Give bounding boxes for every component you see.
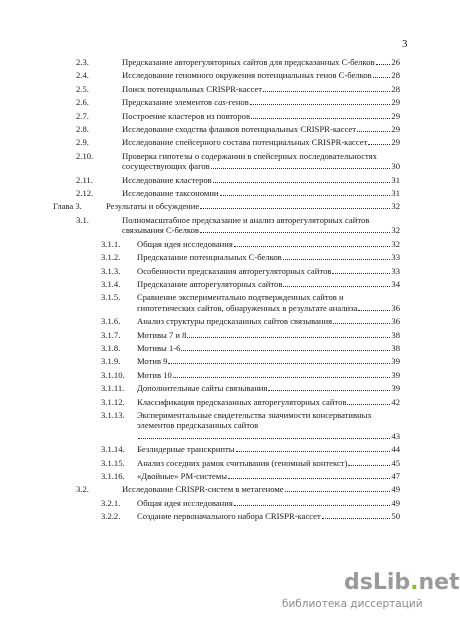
toc-entry-title-line: Экспериментальные свидетельства значимости консервативных bbox=[137, 409, 372, 420]
toc-entry-number: 2.8. bbox=[76, 124, 89, 135]
toc-entry[interactable] bbox=[0, 188, 450, 198]
toc-entry[interactable] bbox=[0, 215, 450, 236]
toc-entry-number: 3.1.3. bbox=[101, 265, 121, 276]
toc-entry-number: 3.1.5. bbox=[101, 292, 121, 303]
toc-leader-dots bbox=[332, 273, 390, 274]
toc-entry-number: 3.1.2. bbox=[101, 252, 121, 263]
toc-leader-dots bbox=[347, 404, 390, 405]
toc-leader-dots bbox=[181, 350, 390, 351]
toc-entry-title: Поиск потенциальных CRISPR-кассет bbox=[122, 83, 262, 94]
toc-entry-page: 33 bbox=[391, 265, 400, 276]
toc-entry-page: 32 bbox=[391, 238, 400, 249]
toc-entry-page: 38 bbox=[391, 329, 400, 340]
toc-leader-dots bbox=[348, 465, 390, 466]
toc-leader-dots bbox=[187, 337, 390, 338]
toc-entry-title: Мотивы 7 и 8 bbox=[137, 329, 187, 340]
toc-entry-number: 3.1.6. bbox=[101, 316, 121, 327]
toc-entry[interactable] bbox=[0, 484, 450, 494]
toc-leader-dots bbox=[228, 478, 390, 479]
toc-entry-number: 3.1.16. bbox=[101, 471, 125, 481]
toc-entry[interactable] bbox=[0, 111, 450, 121]
toc-entry-number: 3.1.12. bbox=[101, 396, 125, 407]
toc-entry-number: 2.11. bbox=[76, 174, 93, 185]
toc-entry-page: 28 bbox=[391, 83, 400, 94]
toc-entry[interactable] bbox=[0, 370, 450, 380]
toc-entry[interactable] bbox=[0, 343, 450, 353]
toc-entry[interactable] bbox=[0, 356, 450, 366]
toc-entry-page: 32 bbox=[391, 225, 400, 236]
toc-entry[interactable] bbox=[0, 330, 450, 340]
toc-entry-title: Классификация предсказанных авторегуляторных сайтов bbox=[137, 396, 347, 407]
toc-entry-number: 2.3. bbox=[76, 57, 89, 67]
toc-entry-number: Глава 3. bbox=[53, 201, 82, 212]
toc-leader-dots bbox=[200, 208, 390, 209]
toc-entry-title: Предсказание авторегуляторных сайтов для предсказанных С-белков bbox=[122, 57, 375, 67]
logo-tld: net bbox=[418, 570, 460, 595]
toc-entry-number: 2.10. bbox=[76, 150, 94, 161]
toc-entry-page: 45 bbox=[391, 457, 400, 468]
toc-entry[interactable] bbox=[0, 137, 450, 147]
table-of-contents bbox=[0, 57, 450, 525]
toc-entry-number: 2.6. bbox=[76, 97, 89, 108]
toc-entry-title-line: Сравнение экспериментально подтвержденных сайтов и bbox=[137, 292, 344, 303]
toc-entry-number: 3.2. bbox=[76, 484, 89, 495]
toc-entry-page: 34 bbox=[391, 278, 400, 289]
toc-entry-page: 29 bbox=[391, 97, 400, 108]
toc-entry-title: Общая идея исследования bbox=[137, 497, 233, 508]
toc-entry-title: Мотив 9 bbox=[137, 356, 168, 367]
toc-entry-title: Безлидерные транскрипты bbox=[137, 444, 235, 455]
toc-entry[interactable] bbox=[0, 444, 450, 454]
toc-leader-dots bbox=[358, 310, 390, 311]
toc-entry[interactable] bbox=[0, 292, 450, 313]
toc-entry-page: 49 bbox=[391, 497, 400, 508]
toc-entry-title-line: Полномасштабное предсказание и анализ авторегуляторных сайтов bbox=[122, 214, 370, 225]
toc-entry-title: Особенности предсказания авторегуляторных сайтов bbox=[137, 265, 332, 276]
toc-entry-title: Общая идея исследования bbox=[137, 238, 233, 249]
toc-entry-page: 29 bbox=[391, 124, 400, 135]
toc-entry-page: 39 bbox=[391, 383, 400, 394]
toc-entry-page: 26 bbox=[391, 57, 400, 67]
toc-entry[interactable] bbox=[0, 498, 450, 508]
toc-entry-number: 3.1.7. bbox=[101, 329, 121, 340]
toc-entry[interactable] bbox=[0, 57, 450, 67]
toc-entry-title: Анализ соседних рамок считывания (геномный контекст) bbox=[137, 457, 348, 468]
toc-entry-number: 2.5. bbox=[76, 83, 89, 94]
toc-entry-number: 3.1.8. bbox=[101, 342, 121, 353]
logo-dot: . bbox=[410, 570, 419, 595]
toc-leader-dots bbox=[283, 286, 390, 287]
logo-main-text: dsLib bbox=[344, 570, 411, 595]
page-number: 3 bbox=[402, 38, 408, 50]
toc-entry[interactable] bbox=[0, 151, 450, 172]
toc-entry-title: Исследование сходства фланков потенциальных CRISPR-кассет bbox=[122, 124, 356, 135]
toc-leader-dots bbox=[357, 131, 390, 132]
toc-entry[interactable] bbox=[0, 252, 450, 262]
toc-leader-dots bbox=[213, 182, 391, 183]
toc-entry[interactable] bbox=[0, 471, 450, 481]
toc-leader-dots bbox=[138, 438, 390, 439]
toc-entry-title: «Двойные» РМ-системы bbox=[137, 471, 227, 481]
toc-entry[interactable] bbox=[0, 201, 450, 211]
toc-entry-title: Дополнительные сайты связывания bbox=[137, 383, 268, 394]
toc-entry-page: 47 bbox=[391, 471, 400, 481]
toc-entry-page: 30 bbox=[391, 161, 400, 172]
toc-entry-title: Исследование кластеров bbox=[122, 174, 212, 185]
toc-entry-page: 32 bbox=[391, 201, 400, 212]
toc-leader-dots bbox=[373, 77, 391, 78]
toc-leader-dots bbox=[234, 505, 391, 506]
toc-entry-title: Мотив 10 bbox=[137, 369, 172, 380]
toc-entry-title: Создание первоначального набора CRISPR-кассет bbox=[137, 511, 321, 522]
toc-entry-number: 2.4. bbox=[76, 70, 89, 81]
toc-entry-page: 29 bbox=[391, 137, 400, 148]
toc-entry-number: 2.7. bbox=[76, 110, 89, 121]
toc-leader-dots bbox=[200, 232, 390, 233]
toc-entry-title: Мотивы 1-6 bbox=[137, 342, 181, 353]
toc-entry-title: Предсказание авторегуляторных сайтов bbox=[137, 278, 283, 289]
toc-entry-title: Исследование геномного окружения потенциальных генов С-белков bbox=[122, 70, 372, 81]
toc-entry-title: Предсказание потенциальных С-белков bbox=[137, 252, 282, 263]
toc-leader-dots bbox=[250, 104, 391, 105]
toc-leader-dots bbox=[168, 363, 390, 364]
toc-entry[interactable] bbox=[0, 279, 450, 289]
toc-entry-page: 31 bbox=[391, 188, 400, 199]
toc-entry[interactable] bbox=[0, 316, 450, 326]
toc-leader-dots bbox=[173, 377, 391, 378]
watermark-logo[interactable] bbox=[282, 570, 460, 610]
toc-entry-number: 3.2.1. bbox=[101, 497, 121, 508]
toc-entry-title: Исследование таксономии bbox=[122, 188, 219, 199]
toc-entry[interactable] bbox=[0, 410, 450, 441]
toc-leader-dots bbox=[251, 118, 390, 119]
toc-leader-dots bbox=[283, 259, 391, 260]
toc-entry-page: 39 bbox=[391, 369, 400, 380]
toc-entry-page: 29 bbox=[391, 110, 400, 121]
toc-entry-page: 28 bbox=[391, 70, 400, 81]
toc-entry-page: 33 bbox=[391, 252, 400, 263]
toc-entry-number: 2.12. bbox=[76, 188, 94, 199]
toc-entry[interactable] bbox=[0, 84, 450, 94]
toc-leader-dots bbox=[236, 451, 391, 452]
toc-entry[interactable] bbox=[0, 266, 450, 276]
toc-leader-dots bbox=[234, 246, 391, 247]
toc-entry[interactable] bbox=[0, 175, 450, 185]
toc-entry-title: гипотетических сайтов, обнаруженных в результате анализа bbox=[137, 302, 358, 313]
toc-leader-dots bbox=[368, 144, 390, 145]
toc-leader-dots bbox=[285, 491, 391, 492]
toc-entry-title: Исследование спейсерного состава потенциальных CRISPR-кассет bbox=[122, 137, 368, 148]
toc-entry-number: 3.1.4. bbox=[101, 278, 121, 289]
toc-entry-number: 3.1.13. bbox=[101, 409, 125, 420]
toc-entry-page: 31 bbox=[391, 174, 400, 185]
toc-entry[interactable] bbox=[0, 239, 450, 249]
toc-leader-dots bbox=[268, 390, 390, 391]
toc-entry-number: 3.1.11. bbox=[101, 383, 125, 394]
toc-entry-title: Исследование CRISPR-систем в метагеноме bbox=[122, 484, 284, 495]
toc-entry-page: 43 bbox=[391, 430, 400, 441]
toc-entry-number: 3.1.10. bbox=[101, 369, 125, 380]
toc-entry-title: сосуществующих фагов bbox=[122, 161, 210, 172]
toc-leader-dots bbox=[263, 91, 390, 92]
toc-entry-page: 50 bbox=[391, 511, 400, 522]
toc-entry-page: 36 bbox=[391, 302, 400, 313]
toc-leader-dots bbox=[211, 168, 391, 169]
toc-entry-number: 3.1.9. bbox=[101, 356, 121, 367]
toc-entry-number: 3.2.2. bbox=[101, 511, 121, 522]
toc-entry-page: 36 bbox=[391, 316, 400, 327]
toc-leader-dots bbox=[376, 64, 391, 65]
toc-entry-title: связывания С-белков bbox=[122, 225, 199, 236]
toc-entry-title: Анализ структуры предсказанных сайтов связывания bbox=[137, 316, 333, 327]
logo-tagline: библиотека диссертаций bbox=[282, 598, 423, 610]
toc-entry-page: 49 bbox=[391, 484, 400, 495]
toc-entry[interactable] bbox=[0, 70, 450, 80]
toc-entry-page: 44 bbox=[391, 444, 400, 455]
toc-entry-title-line: Проверка гипотезы о содержании в спейсерных последовательностях bbox=[122, 150, 377, 161]
toc-leader-dots bbox=[333, 323, 390, 324]
toc-entry-page: 42 bbox=[391, 396, 400, 407]
toc-entry-number: 2.9. bbox=[76, 137, 89, 148]
toc-entry-page: 38 bbox=[391, 342, 400, 353]
toc-entry-title: Результаты и обсуждение bbox=[106, 201, 200, 212]
toc-entry-number: 3.1.14. bbox=[101, 444, 125, 455]
toc-entry-title: Предсказание элементов cas-генов bbox=[122, 97, 249, 108]
toc-entry-number: 3.1.1. bbox=[101, 238, 121, 249]
toc-entry[interactable] bbox=[0, 383, 450, 393]
toc-entry[interactable] bbox=[0, 97, 450, 107]
toc-entry[interactable] bbox=[0, 397, 450, 407]
toc-entry[interactable] bbox=[0, 458, 450, 468]
toc-entry[interactable] bbox=[0, 124, 450, 134]
toc-entry-title: Построение кластеров из повторов bbox=[122, 110, 250, 121]
toc-leader-dots bbox=[220, 195, 391, 196]
toc-leader-dots bbox=[322, 518, 391, 519]
toc-entry[interactable] bbox=[0, 511, 450, 521]
toc-entry-number: 3.1.15. bbox=[101, 457, 125, 468]
toc-entry-number: 3.1. bbox=[76, 214, 89, 225]
toc-entry-page: 39 bbox=[391, 356, 400, 367]
toc-entry-title-line: элементов предсказанных сайтов bbox=[137, 420, 259, 431]
